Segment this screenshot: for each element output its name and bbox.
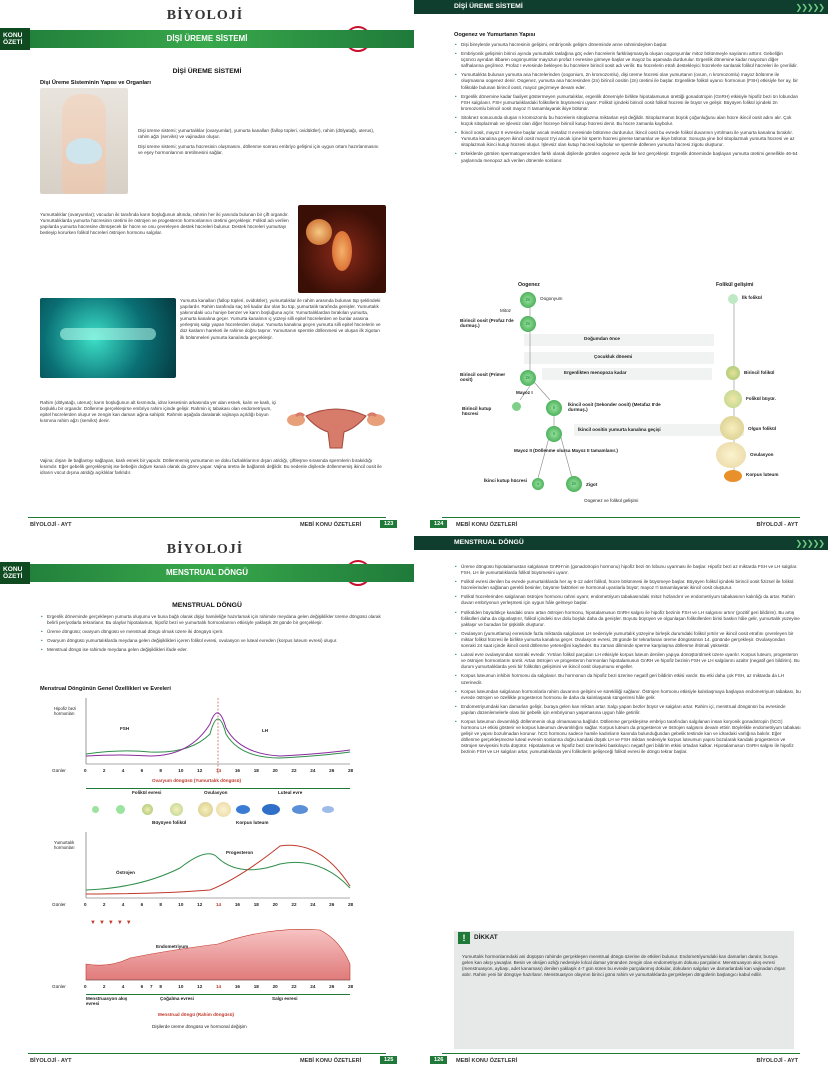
follicle-stage-1 bbox=[92, 806, 99, 813]
folikul-buyur-cell bbox=[724, 390, 742, 408]
footer-rule bbox=[442, 517, 800, 518]
list-item: • Luteal evre ovulasyondan sonraki evredir. Yırtılan folikül parçaları LH etkisiyle korpus luteum denilen yapıya dönüştürülmek üzere uyarılır. Korpus luteum, progesteron ve östrojen hormonlarını üretir. Artan östrojen ve progesteron hormonları hipotalamusun GnRH ve hipofiz bezinin FSH ve LH salgılarını azaltır (negatif geri bildirim). Bu durum yumurtalıklarda yeni bir folikülün gelişimini ve ikincil oosit oluşumunu engeller. bbox=[461, 652, 801, 670]
footer-subject: BİYOLOJİ - AYT bbox=[756, 1058, 798, 1064]
page-title: MENSTRUAL DÖNGÜ bbox=[454, 539, 524, 546]
list-item: • Erkeklerde görülen spermatogenezden farklı olarak dişilerde görülen oogenez ayda bir kez gerçekleşir. Ergenlik döneminde başlayan yumurta üretimi genellikle 46-54 yaşlarında menopoz adı verilen dönemle sonlanır. bbox=[461, 151, 799, 163]
kanal-oosit-cell: n bbox=[546, 426, 562, 442]
page-number: 124 bbox=[430, 520, 447, 528]
day-tick: 10 bbox=[178, 984, 184, 989]
footer-subject: BİYOLOJİ - AYT bbox=[30, 1058, 72, 1064]
days-row bbox=[84, 984, 354, 992]
vagina-text: Vajina; dışarı ile bağlantıyı sağlayan, kaslı esnek bir yapıdır. Döllenmemiş yumurtanın ve doku fazlalıklarının dışarı atıldığı, çiftleşme sırasında spermlerin bırakıldığı kısımdır. Eğer gebelik gerçekleşmiş ise bebeğin doğum kanalı olarak da görev yapar. Vajina üretra ile bağlantılı değildir. Bu nedenle dişilerde döllenmemiş ikincil oosit ile idrarın vücut dışına atıldığı açıklıklar farklıdır. bbox=[40, 458, 382, 476]
uterus-icon bbox=[286, 398, 386, 452]
footer-subject: BİYOLOJİ - AYT bbox=[30, 522, 72, 528]
list-item: • İkincil oosit, mayoz II evresine başlar ancak metafaz II evresinde bölünme durdurulur. İkincil oosit bu evrede folikül duvarının yırtılması ile yumurta kanalına bırakılır. Yumurta kanalına geçen ikincil oosit mayoz II'yi ancak içine bir sperm hücresi girerse tamamlar ve ikiye bölünür. Sonuçta yine bol sitoplazmalı yumurta hücresi ve az sitoplazmalı ikinci kutup hücresi oluşur. İşlevsiz olan kutup hücresi kaybolur ve spermle döllenen yumurta hücresi zigotu oluşturur. bbox=[461, 130, 799, 148]
zigot-cell: 2n bbox=[566, 476, 582, 492]
ovarian-hormone-axis-label: Yumurtalık hormonları bbox=[54, 840, 75, 850]
page-title: MENSTRUAL DÖNGÜ bbox=[165, 568, 249, 577]
days-axis-label: Günler bbox=[52, 768, 66, 773]
primer-oosit-label: Birincil oosit (Primer oosit) bbox=[460, 372, 506, 382]
mayoz1-label: Mayoz I bbox=[516, 390, 533, 395]
day-tick: 2 bbox=[102, 984, 106, 989]
ovulasyon-label: Ovulasyon bbox=[750, 452, 774, 457]
uterus-illustration bbox=[286, 398, 386, 452]
days-row bbox=[84, 902, 354, 910]
phase-divider-2 bbox=[86, 994, 350, 995]
day-tick: 12 bbox=[197, 902, 203, 907]
list-item: • Ergenlik döneminde gerçekleşen yumurta oluşumu ve buna bağlı olarak dişiyi hamileliğe hazırlamak için rahimde meydana gelen değişiklikler üreme döngüsü olarak belirli periyotlarla tekrarlanır. Bu olaylar hipotalamus, hipofiz bezi ve yumurtalık hormonlarının etkisiyle yaklaşık 28 günde bir gerçekleşir. bbox=[47, 614, 392, 626]
tube-text: Yumurta kanalları (fallop tüpleri, ovidüktler), yumurtalıklar ile rahim arasında bulunan tüp şeklindeki yapılardır. Rahim tarafında saç teli kadar dar olan bu tüp, yumurtalık tarafında genişler. Yumurtalık yakınındaki ucu huniye benzer ve karın boşluğuna açılır. Yumurtalıklardan bırakılan yumurta, yumurta kanalına geçer. Yumurta kanalının iç yüzeyi silli epitel hücrelerden ve bunlar arasına yerleşmiş salgı yapan hücrelerden oluşur. Yumurta kanalına geçen yumurta silli epitel hücrelerin ve düz kasların hareketi ile rahime doğru taşınır. Yumurtanın spermle döllenmesi ve oluşan ilk zigotun ilk bölünmeleri yumurta kanalında gerçekleşir. bbox=[180, 298, 381, 340]
mitoz-label: Mitoz bbox=[500, 308, 511, 313]
oogenez-diagram bbox=[454, 282, 794, 507]
ikinci-kutup-label: İkinci kutup hücresi bbox=[484, 478, 528, 483]
phase-divider bbox=[86, 788, 350, 789]
day-tick: 24 bbox=[310, 902, 316, 907]
page-125 bbox=[0, 536, 414, 1071]
page-123 bbox=[0, 0, 414, 535]
oogonyum-label: Oogonyum bbox=[540, 296, 563, 301]
list-item: • Ergenlik dönemine kadar faaliyet göstermeyen yumurtalıklar, ergenlik dönemiyle birlikte hipotalamusun ürettiği gonadotropin (GnRH) etkisiyle hipofiz bezi ön lobundan FSH salgılanır. FSH yumurtalıklardaki foliküllerin büyümesini uyarır. Folikül içindeki birincil oosit folikül hücresi ile büyür ve gelişir. Büyüyen folikül içindeki 2n kromozomlu birincil oosit mayoz I'i tamamlayarak ikiye bölünür. bbox=[461, 94, 799, 112]
brand-title: BİYOLOJİ bbox=[166, 542, 244, 557]
ovulated-follicle bbox=[216, 802, 231, 817]
dogumdan-once-label: Doğumdan önce bbox=[584, 336, 620, 341]
dikkat-text: Yumurtalık hormonlarındaki ani düşüşün rahimde gerçekleşen menstrual döngü üzerine de etkileri bulunur. Endometriyumdaki kan damarları daralır, buraya gelen kan akışı yavaşlar. Besin ve oksijen azlığı nedeniyle kılcal damar yönünden zengin olan endometriyum dokusu parçalanır. Menstruasyon akış evresi (menstruasyon, aybaşı, adet kanaması) denilen yaklaşık 4-7 gün süren bu evrede parçalanmış dokular, dokuların salgıları ve damarlardaki kan vajinadan dışarı atılır. Rahim yeni bir döngüye hazırlanır. Menstruasyon olayının birinci günü rahim ve yumurtalıklarda gerçekleşen döngülerin başlangıcı kabul edilir. bbox=[462, 954, 786, 978]
title-bar bbox=[0, 564, 414, 582]
day-tick: 20 bbox=[272, 984, 278, 989]
day-tick: 24 bbox=[310, 768, 316, 773]
intro-text: Dişi üreme sistemi; yumurtalıklar (ovaryumlar), yumurta kanalları (fallop tüpleri, ovidüktler), rahim (dölyatağı, uterus), rahim ağzı (serviks) ve vajinadan oluşur. Dişi üreme sistemi; yumurta hücresinin oluşmasını, döllenme sonrası embriyo gelişimi için uygun ortam hazırlanmasını ve eşey hormonlarının üretilmesini sağlar. bbox=[138, 128, 379, 156]
ergenlik-label: Ergenlikten menopoza kadar bbox=[564, 370, 627, 375]
day-tick: 6 bbox=[140, 984, 144, 989]
list-item: • Folikül evresi denilen bu evrede yumurtalıklarda her ay 6-12 adet folikül, hücre bölünmesi ile büyümeye başlar. Büyüyen folikül içindeki birincil oosit fizizsel ile folikül hücrelerinden sağlanan gerekli besinler, büyüme faktörleri ve hormonal uyarılarla büyür; mayoz I'i tamamlayarak ikincil oosit oluşturur. bbox=[461, 579, 801, 591]
zigot-label: Zigot bbox=[586, 482, 598, 487]
cogalma-label: Çoğalma evresi bbox=[160, 996, 194, 1001]
day-tick: 24 bbox=[310, 984, 316, 989]
day-tick: 10 bbox=[178, 902, 184, 907]
oogenez-column-title: Oogenez bbox=[518, 282, 540, 288]
follicle-sequence bbox=[86, 800, 350, 818]
day-tick: 12 bbox=[197, 984, 203, 989]
list-item: • Korpus luteumun devamlılığı döllenmenin olup olmamasına bağlıdır. Döllenme gerçekleşirse embriyo tarafından salgılanan insan koryonik gonadotropin (hCG) hormonu LH etkisi gösterir ve korpus luteumun devamlılığını sağlar. Korpus luteum da progesteron ve östrojen salgısını devam ettirir. Böylelikle endometriyum tabakası gelişir ve yapısı bozulmadan korunur. hCG hormonu sadece hamile kadınların kanında bulunduğundan gebelik testinde kan ve idrardaki varlığına bakılır. Eğer döllenme gerçekleşmezse luteal evrenin sonlarına doğru kandaki düşük LH ve FSH miktarı nedeniyle korpus luteumun yapısı bozularak kandaki progesteron ve östrojen seviyesini hızla düşürür. Hipotalamus ve hipofiz bezi üzerindeki baskılayıcı negatif geri bildirim etkisi ortadan kalkar. Hipotalamusun GnRH salgısı ile hipofiz bezinin FSH ve LH salgıları artar, yumurtalıklarda yeni folikülerin gelişeceği folikül evresi ile döngü tekrar başlar. bbox=[461, 719, 801, 756]
day-tick: 20 bbox=[272, 768, 278, 773]
day-tick: 14 bbox=[216, 768, 222, 773]
list-item: • Dişi bireylerde yumurta hücresinin gelişimi, embriyonik gelişim döneminde anne rahmindeyken başlar. bbox=[461, 42, 799, 48]
folikul-evresi-label: Folikül evresi bbox=[132, 790, 162, 795]
exclamation-icon: ! bbox=[458, 932, 470, 944]
dikkat-header bbox=[454, 931, 534, 945]
ikincil-oosit-label: İkincil oosit (Sekonder oosit) (Metafaz II'de durmuş.) bbox=[568, 402, 661, 412]
ovarian-hormone-chart bbox=[40, 828, 380, 908]
day-tick: 8 bbox=[159, 984, 162, 989]
olgun-folikul-cell bbox=[720, 416, 744, 440]
konu-ozeti-badge: KONU ÖZETİ bbox=[0, 28, 30, 50]
footer-series: MEBİ KONU ÖZETLERİ bbox=[456, 1058, 518, 1064]
woman-photo bbox=[40, 88, 128, 194]
diagram-graphic bbox=[454, 282, 794, 507]
corpus-luteum-4 bbox=[322, 806, 334, 813]
day-tick: 14 bbox=[216, 902, 222, 907]
page-124 bbox=[414, 0, 828, 535]
diagram-caption: Oogenez ve folikül gelişimi bbox=[584, 498, 639, 503]
chart-heading: Menstrual Döngünün Genel Özellikleri ve Evreleri bbox=[40, 686, 171, 692]
salgi-label: Salgı evresi bbox=[272, 996, 298, 1001]
follicle-stage-5 bbox=[198, 802, 213, 817]
day-tick: 16 bbox=[234, 902, 240, 907]
buyuyen-folikul-label: Büyüyen folikül bbox=[152, 820, 187, 825]
page-footer bbox=[414, 1055, 828, 1067]
folikul-buyur-label: Folikül büyür. bbox=[746, 396, 776, 401]
footer-series: MEBİ KONU ÖZETLERİ bbox=[300, 522, 362, 528]
day-tick: 16 bbox=[234, 984, 240, 989]
primer-oosit-cell: 2n bbox=[520, 370, 536, 386]
list-item: • Ovulasyon (yumurtlama) evresinde fazla miktarda salgılanan LH nedeniyle yumurtalık yüzeyine birleşik durumdaki folikül yırtılır ve ikincil oosit etrafını çevreleyen bir miktar folikül hücresi ile birlikte yumurta kanalına geçer. Ovulasyon evresi, 28 günde bir tekrarlanan üreme döngüsünün 14. gününde gerçekleşir. Ovulasyondan sonraki 24 saat içinde ikincil oosit döllenme yeteneğini kaybeder. Bu zaman diliminde sperme karşılaşma döllenme ihtimali yüksektir. bbox=[461, 631, 801, 649]
day-tick: 28 bbox=[348, 902, 354, 907]
list-item: • Folikül hücrelerinden salgılanan östrojen hormonu rahmi uyarır, endometriyum tabakasındaki mitoz hızlandırır ve endometriyum tabakasının kalınlığı da artar. Rahim duvarı embriyonun yerleşmesi için uygun hâle gelmeye başlar. bbox=[461, 594, 801, 606]
dikkat-title: DİKKAT bbox=[474, 934, 498, 941]
day-tick: 26 bbox=[329, 768, 335, 773]
list-item: • Folikülden büyüdükçe kandaki oranı artan östrojen hormonu, hipotalamusun GnRH salgısı ile hipofiz bezinin FSH ve LH salgısını artırır (pozitif geri bildirim). Bu artış folikülleri daha da olgunlaştırır, folikül içindeki sıvı dolu boşluk daha da genişler. Boyutu büyüyen ve olgunlaşan foliküllerden birisi baskın hâle gelir, yumurtalık yüzeyine yaklaşır ve buradan bir şişkinlik oluşturur. bbox=[461, 610, 801, 628]
section-subheading: Dişi Üreme Sisteminin Yapısı ve Organları bbox=[40, 80, 151, 86]
follicle-stage-4 bbox=[170, 803, 183, 816]
title-bar bbox=[414, 0, 828, 14]
ovaryum-cycle-title: Ovaryum döngüsü (Yumurtalık döngüsü) bbox=[152, 778, 242, 783]
birincil-oosit-cell: 2n bbox=[520, 316, 536, 332]
oogonyum-cell: 2n bbox=[520, 292, 536, 308]
section-heading: MENSTRUAL DÖNGÜ bbox=[172, 602, 242, 609]
days-axis-label-2: Günler bbox=[52, 902, 66, 907]
list-item: • Yumurtalıkta bulunan yumurta ana hücrelerinden (oogonium, 2n kromozomlu), dişi üreme hücresi olan yumurtanın (ovum, n kromozomlu) mayoz bölünme ile oluşmasına oogenez denir. Oogenez, yumurta ana hücresinden (2n) birincil oositin (2n) üretimi ile başlar. Ergenlikte folikül uyarıcı hormonun (FSH) etkisiyle her ay, bir folikülde bulunan birincil oosit, mayoz geçirmeye devam eder. bbox=[461, 72, 799, 90]
day-tick: 22 bbox=[291, 902, 297, 907]
day-tick: 7 bbox=[150, 984, 153, 989]
ostrojen-label: Östrojen bbox=[116, 870, 135, 875]
korpus-luteum-label: Korpus luteum bbox=[236, 820, 269, 825]
menstrual-detail-list bbox=[454, 564, 801, 759]
ovary-photo bbox=[298, 205, 386, 293]
olgun-folikul-label: Olgun folikül bbox=[748, 426, 777, 431]
chevron-arrows-icon: ❯❯❯❯❯ bbox=[795, 3, 824, 12]
chevron-arrows-icon: ❯❯❯❯❯ bbox=[795, 539, 824, 548]
birincil-kutup-label: Birincil kutup hücresi bbox=[462, 406, 492, 416]
uterus-text: Rahim (dölyatağı, uterus); karın boşluğunun alt kısmında, idrar kesesinin arkasında yer alan esnek, kalın ve kaslı, içi boşluklu bir organdır. Döllenme gerçekleşirse embriyo rahim içinde gelişir. Rahmin iç tabakası olan endometriyum, epitel hücrelerden oluşur ve zengin kan damarı ağına sahiptir. Rahmin aşağıda daralarak vajinaya açıldığı boyun kısmına rahim ağzı (serviks) denir. bbox=[40, 400, 277, 424]
ovulasyon-cell bbox=[716, 442, 746, 468]
oogenez-list bbox=[454, 42, 799, 167]
page-number: 126 bbox=[430, 1056, 447, 1064]
pituitary-hormone-axis-label: Hipofiz bezi hormonları bbox=[54, 706, 77, 716]
page-footer bbox=[0, 1055, 414, 1067]
day-tick: 4 bbox=[121, 984, 125, 989]
pituitary-hormone-chart bbox=[40, 694, 380, 774]
fallopian-photo bbox=[40, 298, 176, 378]
day-tick: 28 bbox=[348, 984, 354, 989]
page-number: 123 bbox=[380, 520, 397, 528]
day-tick: 26 bbox=[329, 984, 335, 989]
page-number: 125 bbox=[380, 1056, 397, 1064]
page-126 bbox=[414, 536, 828, 1071]
days-row bbox=[84, 768, 354, 776]
list-item: • Endometriyumdaki kan damarları gelişir, buraya gelen kan miktarı artar. Salgı yapan bezler büyür ve salgıları artar. Rahim içi, menstrual döngünün bu evresinde yapılan düzenlemelerle olası bir gebelik için embriyonun yaşamasına uygun hâle getirilir. bbox=[461, 704, 801, 716]
page-title: DİŞİ ÜREME SİSTEMİ bbox=[454, 3, 523, 10]
ovary-text: Yumurtalıklar (ovaryumlar); vücudun iki tarafında karın boşluğunun altında, rahmin her iki yanında bulunan bir çift organdır. Yumurtalıklarda yumurta hücresinin üretimi ile östrojen ve progesteron hormonlarının üretimi gerçekleşir. Folikül adı verilen yapılarda yumurta hücresine dönüşecek bir hücre ve onu çevreleyen destek hücreleri bulunur. Destek hücreleri yumurtayı besleyip korurken folikül hücreleri östrojen hormonu salgılar. bbox=[40, 212, 289, 236]
list-item: • Menstrual döngü ise rahimde meydana gelen değişiklikleri ifade eder. bbox=[47, 647, 392, 653]
footer-rule bbox=[28, 1053, 386, 1054]
page-title: DİŞİ ÜREME SİSTEMİ bbox=[166, 34, 248, 43]
menstruasyon-label: Menstruasyon akış evresi bbox=[86, 996, 128, 1006]
list-item: • Korpus luteumdan salgılanan hormonlarla rahim duvarının gelişimi ve sürekliliği sağlanır. Östrojen hormonu etkisiyle kalınlaşmaya başlayan endometriyum tabakası, bu evrede östrojen ve özellikle progesteron hormonu ile daha da kalınlaşarak süngerimsi hâle gelir. bbox=[461, 689, 801, 701]
footer-subject: BİYOLOJİ - AYT bbox=[756, 522, 798, 528]
kanal-gecis-label: İkincil oositin yumurta kanalına geçişi bbox=[578, 427, 661, 432]
page-footer bbox=[0, 519, 414, 531]
section-heading: Oogenez ve Yumurtanın Yapısı bbox=[454, 32, 536, 38]
birincil-kutup-cell bbox=[512, 402, 521, 411]
day-tick: 12 bbox=[197, 768, 203, 773]
day-tick: 0 bbox=[84, 768, 87, 773]
day-tick: 2 bbox=[102, 902, 106, 907]
birincil-folikul-cell bbox=[726, 366, 740, 380]
day-tick: 18 bbox=[253, 902, 259, 907]
day-tick: 14 bbox=[216, 984, 222, 989]
hormone-chart bbox=[40, 694, 380, 1054]
menstrual-cycle-title: Menstrual döngü (Rahim döngüsü) bbox=[158, 1012, 235, 1017]
title-bar bbox=[0, 30, 414, 48]
day-tick: 2 bbox=[102, 768, 106, 773]
day-tick: 18 bbox=[253, 768, 259, 773]
day-tick: 6 bbox=[140, 768, 144, 773]
endometriyum-label: Endometriyum bbox=[156, 944, 189, 949]
ilk-folikul-cell bbox=[728, 294, 738, 304]
list-item: • Embriyonik gelişimin birinci ayında yumurtalık taslağına göç eden hücrelerin farklılaşmasıyla oluşan oogonyumlar mitoz bölünmeyle sayılarını arttırır. Gebeliğin üçüncü ayından itibaren oogonyumlar mayozun profaz I evresine girmeye başlar ve mayoz bu aşamada durdurulur. Ergenlik dönemine kadar mayozun diğer safhalarına geçilmez. Profaz I evresinde bekleyen bu hücrelere birincil oosit adı verilir. Bu hücrelerin etrafı destekleyici hücrelerle sarılarak folikül hücreleri ile çevrilidir. bbox=[461, 51, 799, 69]
birincil-folikul-label: Birincil folikül bbox=[744, 370, 775, 375]
day-tick: 28 bbox=[348, 768, 354, 773]
list-item: • Sitoknez sonucunda oluşan n kromozomlu bu hücrelerin sitoplazma miktarları eşit değildir. Sitoplazmanın büyük çoğunluğunu alan hücre ikincil oosit adını alır. Çok küçük sitoplazmalı ve işlevsiz olan diğer hücreye birincil kutup hücresi denir. Bu hücre zamanla kaybolur. bbox=[461, 115, 799, 127]
footer-series: MEBİ KONU ÖZETLERİ bbox=[456, 522, 518, 528]
day-tick: 20 bbox=[272, 902, 278, 907]
day-tick: 6 bbox=[140, 902, 144, 907]
day-tick: 26 bbox=[329, 902, 335, 907]
chart-caption: Dişilerde üreme döngüsü ve hormonal değişim bbox=[152, 1024, 247, 1029]
day-tick: 16 bbox=[234, 768, 240, 773]
day-tick: 8 bbox=[159, 768, 162, 773]
day-tick: 0 bbox=[84, 984, 87, 989]
menstrual-intro-list bbox=[40, 614, 392, 656]
corpus-luteum-2 bbox=[262, 804, 280, 815]
list-item: • Üreme döngüsü hipotalamustan salgılanan GnRH'nin (gonadotropin hormonu) hipofiz bezi ön lobunu uyarması ile başlar. Hipofiz bezi az miktarda FSH ve LH salgılar. FSH, LH ile yumurtalıklarda folikül büyümesini uyarır. bbox=[461, 564, 801, 576]
footer-rule bbox=[28, 517, 386, 518]
folikul-column-title: Folikül gelişimi bbox=[716, 282, 754, 288]
page-footer bbox=[414, 519, 828, 531]
day-tick: 0 bbox=[84, 902, 87, 907]
day-tick: 22 bbox=[291, 984, 297, 989]
progesteron-label: Progesteron bbox=[226, 850, 254, 855]
ikincil-oosit-cell: n bbox=[546, 400, 562, 416]
cocukluk-label: Çocukluk dönemi bbox=[594, 354, 633, 359]
footer-series: MEBİ KONU ÖZETLERİ bbox=[300, 1058, 362, 1064]
day-tick: 8 bbox=[159, 902, 162, 907]
corpus-luteum-3 bbox=[292, 805, 308, 814]
days-axis-label-3: Günler bbox=[52, 984, 66, 989]
konu-ozeti-badge: KONU ÖZETİ bbox=[0, 562, 30, 584]
day-tick: 22 bbox=[291, 768, 297, 773]
list-item: • Korpus luteumun inhibin hormonu da salgılanır. Bu hormonun da hipofiz bezi üzerine negatif geri bildirim etkisi vardır. Bu etki daha çok FSH, az miktarda da LH üzerinedir. bbox=[461, 673, 801, 685]
dikkat-box bbox=[454, 931, 794, 1049]
lh-label: LH bbox=[262, 728, 269, 733]
ikinci-kutup-cell: n bbox=[532, 478, 544, 490]
day-tick: 4 bbox=[121, 768, 125, 773]
brand-title: BİYOLOJİ bbox=[166, 8, 244, 23]
mayoz2-label: Mayoz II (Döllenme olursa Mayoz II tamamlanır.) bbox=[514, 448, 618, 453]
follicle-stage-3 bbox=[142, 804, 153, 815]
korpus-luteum-label: Korpus luteum bbox=[746, 472, 779, 477]
title-bar bbox=[414, 536, 828, 550]
list-item: • Ovaryum döngüsü yumurtalıklarda meydana gelen değişiklikleri içeren folikül evresi, ovulasyon ve luteal evreden (korpus luteum evresi) oluşur. bbox=[47, 638, 392, 644]
corpus-luteum-1 bbox=[236, 805, 250, 814]
menstruation-drops-icon: ▼▼▼▼▼ bbox=[90, 920, 135, 926]
footer-rule bbox=[442, 1053, 800, 1054]
ovulasyon-phase-label: Ovulasyon bbox=[204, 790, 228, 795]
day-tick: 4 bbox=[121, 902, 125, 907]
birincil-oosit-label: Birincil oosit (Profaz I'de durmuş.) bbox=[460, 318, 514, 328]
list-item: • Üreme döngüsü; ovaryum döngüsü ve menstrual döngü olmak üzere iki döngüyü içerir. bbox=[47, 629, 392, 635]
day-tick: 10 bbox=[178, 768, 184, 773]
day-tick: 18 bbox=[253, 984, 259, 989]
luteal-evre-label: Luteal evre bbox=[278, 790, 303, 795]
fsh-label: FSH bbox=[120, 726, 130, 731]
section-heading: DİŞİ ÜREME SİSTEMİ bbox=[172, 68, 242, 75]
follicle-stage-2 bbox=[116, 805, 125, 814]
ilk-folikul-label: İlk folikül bbox=[742, 295, 762, 300]
korpus-luteum-cell bbox=[724, 470, 742, 482]
